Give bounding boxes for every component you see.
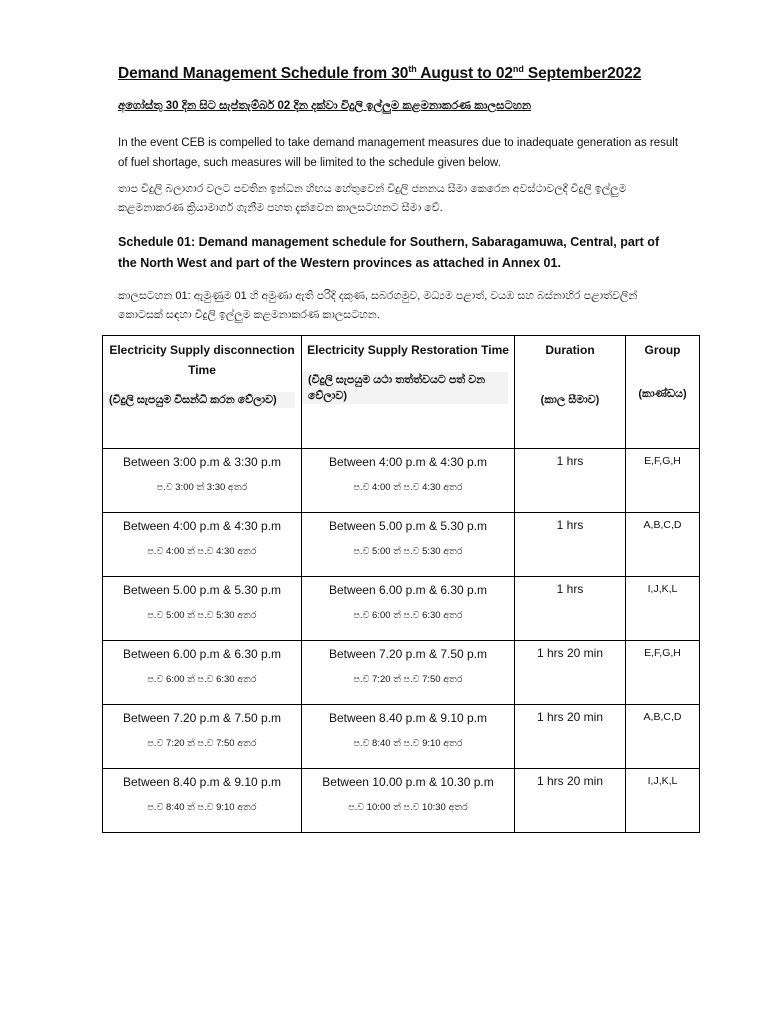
disconnect-cell xyxy=(103,449,302,513)
duration-cell xyxy=(515,577,626,641)
restore-time: Between 8.40 p.m & 9.10 p.m xyxy=(328,711,488,725)
restore-cell xyxy=(302,577,515,641)
group-value: E,F,G,H xyxy=(644,455,681,467)
group-cell xyxy=(626,769,700,833)
header-duration xyxy=(515,336,626,449)
disconnect-cell xyxy=(103,641,302,705)
restore-time: Between 6.00 p.m & 6.30 p.m xyxy=(328,583,488,597)
disconnect-time: Between 5.00 p.m & 5.30 p.m xyxy=(122,583,282,597)
group-value: E,F,G,H xyxy=(644,647,681,659)
header-disconnection-label: Electricity Supply disconnection Time xyxy=(109,343,295,377)
restore-cell xyxy=(302,513,515,577)
table-row xyxy=(103,577,700,641)
restore-time: Between 7.20 p.m & 7.50 p.m xyxy=(328,647,488,661)
table-row xyxy=(103,513,700,577)
restore-time-si: ප.ව 10:00 ත් ප.ව 10:30 අතර xyxy=(348,802,468,813)
restore-time-si: ප.ව 6:00 ත් ප.ව 6:30 අතර xyxy=(353,610,463,621)
disconnect-time-si: ප.ව 3:00 ත් 3:30 අතර xyxy=(156,482,248,493)
table-row xyxy=(103,449,700,513)
disconnect-time: Between 3:00 p.m & 3:30 p.m xyxy=(122,455,282,469)
restore-cell xyxy=(302,641,515,705)
disconnect-cell xyxy=(103,769,302,833)
header-group xyxy=(626,336,700,449)
group-value: I,J,K,L xyxy=(647,775,678,787)
table-header-row xyxy=(103,336,700,449)
duration-cell xyxy=(515,513,626,577)
disconnect-time-si: ප.ව 8:40 ත් ප.ව 9:10 අතර xyxy=(147,802,257,813)
title-part-2: August to 02 xyxy=(416,65,513,83)
schedule-heading-si: කාලසටහන 01: ඇමුණුම 01 හි අමුණා ඇති පරිදි දකුණ, සබරගමුව, මධ්‍යම පළාත්, වයඹ සහ බස්නාහිර පළාත්වලින් කොටසක් සඳහා විදුලි ඉල්ලුම කළමනාකරණ කාලසටහන. xyxy=(118,290,638,321)
duration-value: 1 hrs 20 min xyxy=(536,774,604,788)
duration-cell xyxy=(515,449,626,513)
title-sup-1: th xyxy=(408,64,417,74)
duration-value: 1 hrs xyxy=(556,518,584,532)
restore-time-si: ප.ව 5:00 ත් ප.ව 5:30 අතර xyxy=(353,546,463,557)
group-cell xyxy=(626,705,700,769)
table-row xyxy=(103,769,700,833)
duration-value: 1 hrs 20 min xyxy=(536,710,604,724)
disconnect-time: Between 4:00 p.m & 4:30 p.m xyxy=(122,519,282,533)
restore-time-si: ප.ව 8:40 ත් ප.ව 9:10 අතර xyxy=(353,738,463,749)
duration-cell xyxy=(515,641,626,705)
table-row xyxy=(103,705,700,769)
group-value: I,J,K,L xyxy=(647,583,678,595)
group-cell xyxy=(626,513,700,577)
header-restoration-si: (විදුලි සැපයුම යථා තත්ත්වයට පත් වන වේලාව) xyxy=(302,372,508,404)
duration-cell xyxy=(515,705,626,769)
restore-time-si: ප.ව 7:20 ත් ප.ව 7:50 අතර xyxy=(353,674,463,685)
disconnect-cell xyxy=(103,513,302,577)
schedule-heading: Schedule 01: Demand management schedule for Southern, Sabaragamuwa, Central, part of the North West and part of the Western provinces as attached in Annex 01. xyxy=(118,235,660,270)
header-group-si: (කාණ්ඩය) xyxy=(638,388,687,400)
restore-time: Between 5.00 p.m & 5.30 p.m xyxy=(328,519,488,533)
table-row xyxy=(103,641,700,705)
disconnect-time: Between 6.00 p.m & 6.30 p.m xyxy=(122,647,282,661)
disconnect-time-si: ප.ව 7:20 ත් ප.ව 7:50 අතර xyxy=(147,738,257,749)
group-cell xyxy=(626,577,700,641)
duration-value: 1 hrs xyxy=(556,582,584,596)
document-title xyxy=(118,64,641,83)
restore-cell xyxy=(302,449,515,513)
header-disconnection-si: (විදුලි සැපයුම විසන්ධි කරන වේලාව) xyxy=(103,392,295,408)
title-part-3: September2022 xyxy=(523,65,642,83)
schedule-table xyxy=(102,335,700,833)
disconnect-time: Between 8.40 p.m & 9.10 p.m xyxy=(122,775,282,789)
disconnect-time-si: ප.ව 6:00 ත් ප.ව 6:30 අතර xyxy=(147,674,257,685)
restore-cell xyxy=(302,769,515,833)
group-value: A,B,C,D xyxy=(643,711,682,723)
disconnect-cell xyxy=(103,577,302,641)
header-duration-label: Duration xyxy=(545,343,595,357)
title-part-1: Demand Management Schedule from 30 xyxy=(118,65,409,83)
header-restoration-label: Electricity Supply Restoration Time xyxy=(307,343,509,357)
group-cell xyxy=(626,449,700,513)
title-sup-2: nd xyxy=(512,64,524,74)
disconnect-time-si: ප.ව 5:00 ත් ප.ව 5:30 අතර xyxy=(147,610,257,621)
duration-value: 1 hrs 20 min xyxy=(536,646,604,660)
sinhala-title: අගෝස්තු 30 දින සිට සැප්තැම්බර් 02 දින දක්වා විදුලි ඉල්ලුම කළමනාකරණ කාලසටහන xyxy=(118,100,532,112)
header-restoration xyxy=(302,336,515,449)
header-group-label: Group xyxy=(644,343,681,357)
restore-time-si: ප.ව 4:00 ත් ප.ව 4:30 අතර xyxy=(353,482,463,493)
group-value: A,B,C,D xyxy=(643,519,682,531)
intro-paragraph-si: තාප විදුලි බලාගාර වලට පවතින ඉන්ධන හිඟය හේතුවෙන් විදුලි ජනනය සීමා කෙරෙන අවස්ථාවලදී විදුලි ඉල්ලුම කළමනාකරණ ක්‍රියාමාර්ග ගැනීම පහත දැක්වෙන කාලසටහනට සීමා වේ. xyxy=(118,183,627,214)
group-cell xyxy=(626,641,700,705)
disconnect-time: Between 7.20 p.m & 7.50 p.m xyxy=(122,711,282,725)
disconnect-cell xyxy=(103,705,302,769)
duration-cell xyxy=(515,769,626,833)
disconnect-time-si: ප.ව 4:00 ත් ප.ව 4:30 අතර xyxy=(147,546,257,557)
intro-paragraph-en: In the event CEB is compelled to take demand management measures due to inadequate generation as result of fuel shortage, such measures will be limited to the schedule given below. xyxy=(118,137,679,169)
restore-time: Between 10.00 p.m & 10.30 p.m xyxy=(322,775,494,789)
duration-value: 1 hrs xyxy=(556,454,584,468)
header-disconnection xyxy=(103,336,302,449)
header-duration-si: (කාල සීමාව) xyxy=(540,394,600,406)
restore-time: Between 4:00 p.m & 4:30 p.m xyxy=(328,455,488,469)
restore-cell xyxy=(302,705,515,769)
